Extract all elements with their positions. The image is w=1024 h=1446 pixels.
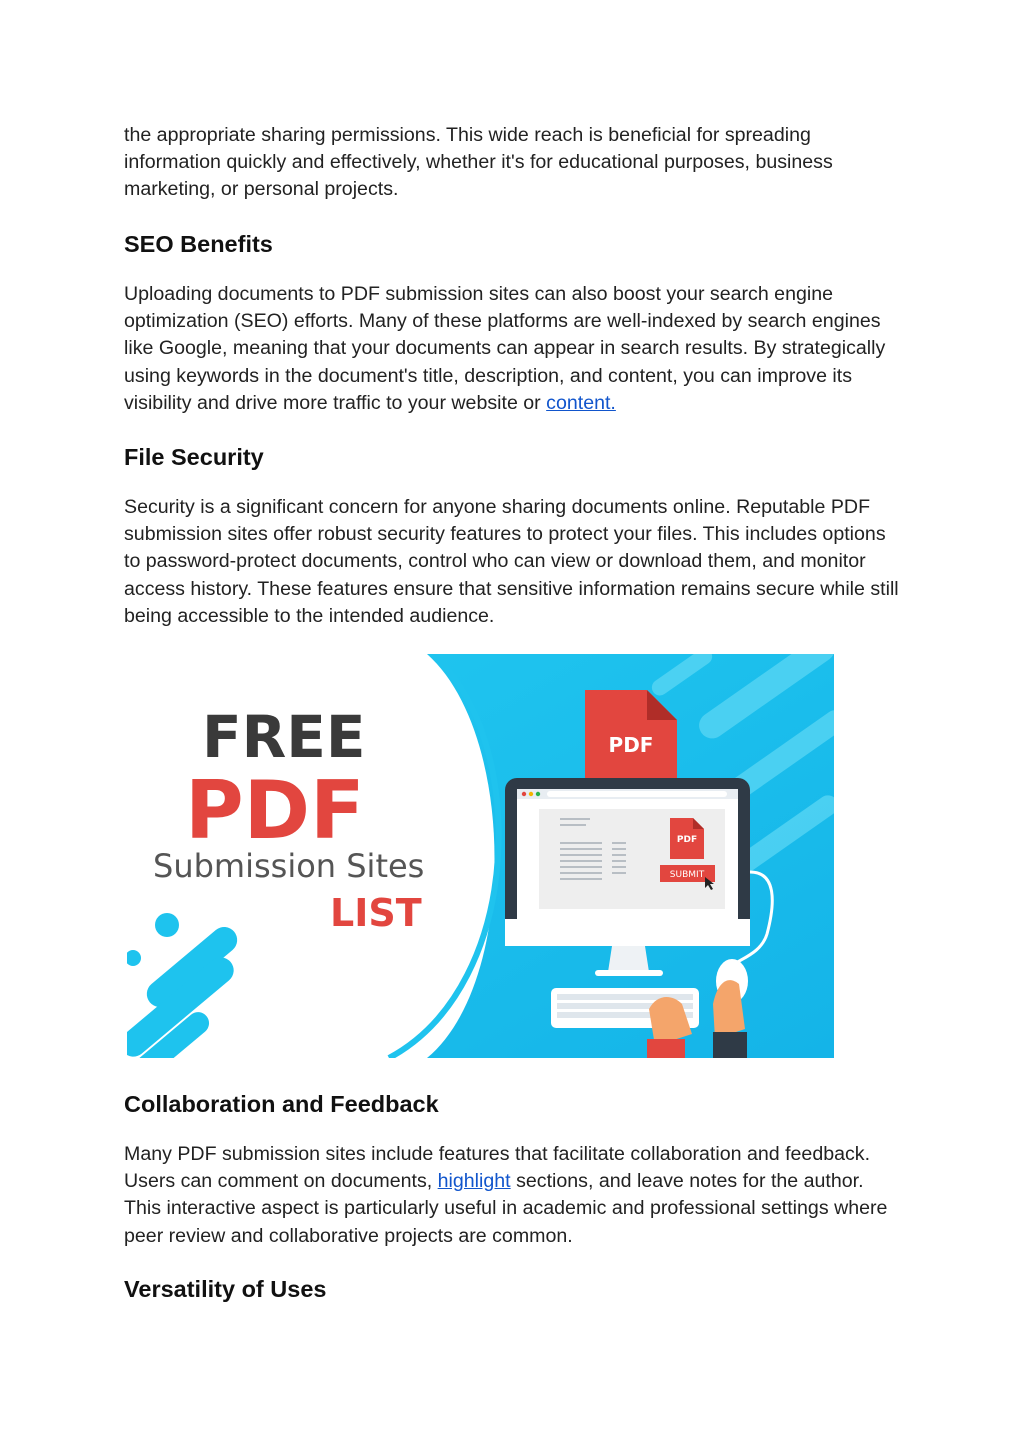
collab-paragraph-text-1: Many PDF submission sites include features that facilitate collaboration and feedback. Users can comment on documents,	[124, 1143, 871, 1193]
highlight-link[interactable]: highlight	[437, 1170, 511, 1193]
intro-paragraph: the appropriate sharing permissions. This wide reach is beneficial for spreading information quickly and effectively, whether it's for educational purposes, business marketing, or personal projects.	[124, 124, 833, 201]
security-paragraph: Security is a significant concern for anyone sharing documents online. Reputable PDF submission sites offer robust security features to protect your files. This includes options to password-protect documents, control who can view or download them, and monitor access history. These features ensure that sensitive information remains secure while still being accessible to the intended audience.	[124, 496, 899, 627]
content-link[interactable]: content.	[546, 391, 616, 414]
versatility-heading: Versatility of Uses	[124, 1276, 327, 1302]
security-heading: File Security	[124, 444, 264, 470]
seo-heading: SEO Benefits	[124, 231, 273, 257]
seo-paragraph	[124, 281, 904, 417]
banner-graphic	[127, 654, 834, 1058]
submit-label: SUBMIT	[669, 870, 705, 880]
banner-list-text: LIST	[330, 891, 422, 935]
collab-heading: Collaboration and Feedback	[124, 1091, 439, 1117]
collab-paragraph-text-2: sections, and leave notes for the author. This interactive aspect is particularly useful in academic and professional settings where peer review and collaborative projects are common.	[124, 1170, 888, 1247]
banner-submission-text: Submission Sites	[153, 847, 425, 885]
collab-paragraph	[124, 1141, 904, 1250]
banner-pdf-text: PDF	[185, 764, 365, 857]
free-pdf-submission-banner	[127, 654, 834, 1058]
seo-paragraph-text: Uploading documents to PDF submission sites can also boost your search engine optimization (SEO) efforts. Many of these platforms are well-indexed by search engines like Google, meaning that your documents can appear in search results. By strategically using keywords in the document's title, description, and content, you can improve its visibility and drive more traffic to your website or	[124, 283, 886, 414]
screen-pdf-label: PDF	[676, 835, 698, 845]
pdf-file-label: PDF	[608, 733, 654, 757]
banner-free-text: FREE	[202, 703, 366, 771]
